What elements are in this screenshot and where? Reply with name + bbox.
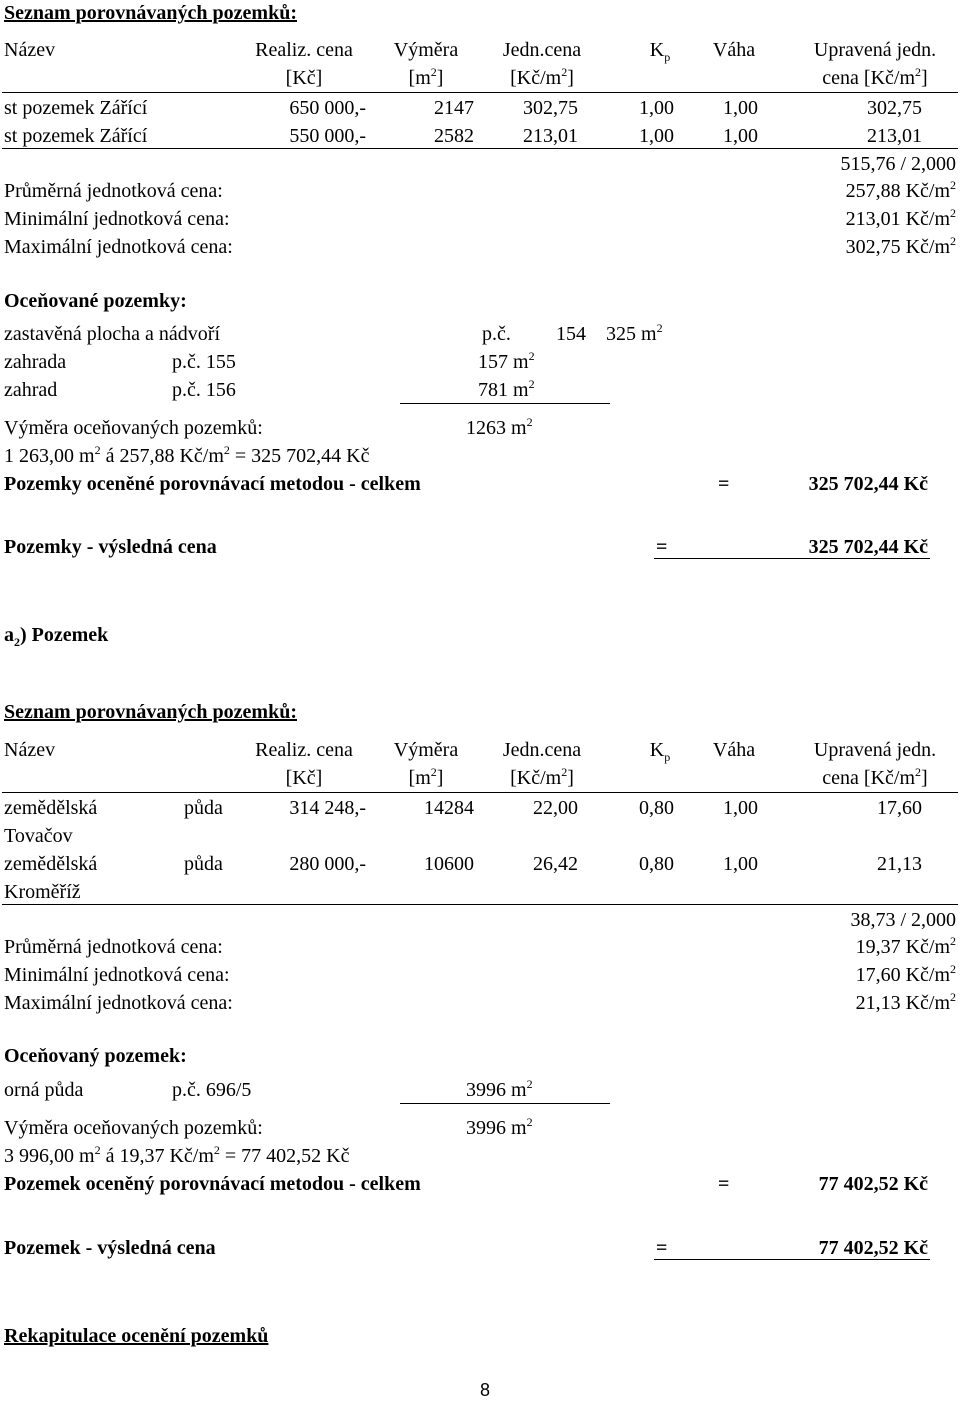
col-header-realiz: Realiz. cena	[255, 739, 353, 761]
col-header-upr: Upravená jedn.	[813, 39, 937, 61]
page-number: 8	[480, 1380, 491, 1400]
row-upr: 17,60	[877, 797, 922, 819]
col-header-upr-unit: cena $[Kč/m^2]$	[822, 65, 928, 89]
min-label: Minimální jednotková cena:	[4, 964, 230, 986]
row-realiz: 314 248,-	[289, 797, 366, 819]
col-header-vymera-unit: $[m^2]$	[408, 65, 444, 89]
row-nazev: st pozemek Zářící	[4, 97, 148, 119]
parcel-num: 154	[556, 323, 586, 345]
section-heading: Seznam porovnávaných pozemků:	[4, 701, 297, 723]
row-jedn: 302,75	[523, 97, 578, 119]
parcel-area: 157 $m^2$	[478, 349, 535, 373]
final-price-label: Pozemky - výsledná cena	[4, 536, 217, 558]
row-kp: 1,00	[639, 125, 674, 147]
col-header-vaha: Váha	[712, 739, 756, 761]
col-header-vymera: Výměra	[393, 39, 459, 61]
col-header-jedn-unit: $[Kč/m^2]$	[510, 765, 574, 789]
recap-heading: Rekapitulace ocenění pozemků	[4, 1325, 269, 1347]
valued-heading: Oceňovaný pozemek:	[4, 1045, 187, 1067]
row-kp: 0,80	[639, 797, 674, 819]
section-heading: Seznam porovnávaných pozemků:	[4, 2, 297, 24]
calculation: 3 996,00 $m^2$ á 19,37 $Kč/m^2 = 77$ 402,52 Kč	[4, 1143, 350, 1167]
sum-value: 38,73 / 2,000	[850, 909, 956, 931]
row-vaha: 1,00	[723, 797, 758, 819]
row-nazev: zemědělská	[4, 853, 98, 875]
row-jedn: 213,01	[523, 125, 578, 147]
subsection-title: $a_2$) Pozemek	[4, 624, 109, 649]
calculation: 1 263,00 $m^2$ á 257,88 $Kč/m^2 = 325$ 702,44 Kč	[4, 443, 370, 467]
col-header-jedn: Jedn.cena	[502, 39, 582, 61]
max-value: 21,13 $Kč/m^2$	[855, 990, 956, 1014]
total-area-value: 1263 $m^2$	[466, 415, 533, 439]
row-upr: 302,75	[867, 97, 922, 119]
col-header-realiz-unit: [Kč]	[285, 767, 323, 789]
equals-sign: =	[656, 1237, 668, 1259]
row-nazev: st pozemek Zářící	[4, 125, 148, 147]
col-header-jedn: Jedn.cena	[502, 739, 582, 761]
valued-total-label: Pozemek oceněný porovnávací metodou - celkem	[4, 1173, 421, 1195]
col-header-kp: $K_p$	[649, 39, 671, 64]
row-vymera: 2147	[434, 97, 474, 119]
table-rule	[2, 148, 958, 149]
row-nazev-b: půda	[184, 853, 223, 875]
header-rule	[2, 92, 958, 93]
equals-sign: =	[718, 473, 730, 495]
avg-label: Průměrná jednotková cena:	[4, 936, 223, 958]
final-price-value: 325 702,44 Kč	[808, 536, 928, 558]
row-vymera: 2582	[434, 125, 474, 147]
max-value: 302,75 $Kč/m^2$	[845, 234, 956, 258]
row-kp: 1,00	[639, 97, 674, 119]
equals-sign: =	[656, 536, 668, 558]
col-header-realiz: Realiz. cena	[255, 39, 353, 61]
sum-rule	[400, 403, 610, 404]
valued-heading: Oceňované pozemky:	[4, 290, 187, 312]
min-value: 213,01 $Kč/m^2$	[845, 206, 956, 230]
col-header-jedn-unit: $[Kč/m^2]$	[510, 65, 574, 89]
table-rule	[2, 904, 958, 905]
row-realiz: 650 000,-	[289, 97, 366, 119]
valued-total-value: 325 702,44 Kč	[808, 473, 928, 495]
min-value: 17,60 $Kč/m^2$	[855, 962, 956, 986]
col-header-upr: Upravená jedn.	[813, 739, 937, 761]
row-nazev-b: půda	[184, 797, 223, 819]
row-upr: 21,13	[877, 853, 922, 875]
row-nazev: zemědělská	[4, 797, 98, 819]
col-header-vymera: Výměra	[393, 739, 459, 761]
row-jedn: 22,00	[533, 797, 578, 819]
final-underline	[654, 1259, 930, 1260]
parcel-number: p.č. 155	[172, 351, 236, 373]
valued-total-value: 77 402,52 Kč	[818, 1173, 928, 1195]
col-header-nazev: Název	[4, 739, 56, 761]
sum-rule	[400, 1103, 610, 1104]
row-vymera: 10600	[424, 853, 474, 875]
parcel-area: 781 $m^2$	[478, 377, 535, 401]
parcel-number: p.č. 156	[172, 379, 236, 401]
parcel-number: p.č. 696/5	[172, 1079, 252, 1101]
total-area-value: 3996 $m^2$	[466, 1115, 533, 1139]
row-nazev-c: Tovačov	[4, 825, 73, 847]
header-rule	[2, 792, 958, 793]
col-header-realiz-unit: [Kč]	[285, 67, 323, 89]
parcel-area: 325 $m^2$	[606, 321, 663, 345]
row-realiz: 280 000,-	[289, 853, 366, 875]
row-vymera: 14284	[424, 797, 474, 819]
final-underline	[654, 558, 930, 559]
row-upr: 213,01	[867, 125, 922, 147]
avg-label: Průměrná jednotková cena:	[4, 180, 223, 202]
sum-value: 515,76 / 2,000	[840, 153, 956, 175]
parcel-name: zahrad	[4, 379, 58, 401]
valued-total-label: Pozemky oceněné porovnávací metodou - celkem	[4, 473, 421, 495]
col-header-kp: $K_p$	[649, 739, 671, 764]
col-header-upr-unit: cena $[Kč/m^2]$	[822, 765, 928, 789]
final-price-label: Pozemek - výsledná cena	[4, 1237, 216, 1259]
col-header-vaha: Váha	[712, 39, 756, 61]
col-header-nazev: Název	[4, 39, 56, 61]
col-header-vymera-unit: $[m^2]$	[408, 765, 444, 789]
equals-sign: =	[718, 1173, 730, 1195]
parcel-name: zastavěná plocha a nádvoří	[4, 323, 221, 345]
avg-value: 19,37 $Kč/m^2$	[855, 934, 956, 958]
row-vaha: 1,00	[723, 125, 758, 147]
max-label: Maximální jednotková cena:	[4, 236, 233, 258]
max-label: Maximální jednotková cena:	[4, 992, 233, 1014]
row-vaha: 1,00	[723, 97, 758, 119]
row-kp: 0,80	[639, 853, 674, 875]
total-area-label: Výměra oceňovaných pozemků:	[4, 1117, 263, 1139]
total-area-label: Výměra oceňovaných pozemků:	[4, 417, 263, 439]
row-vaha: 1,00	[723, 853, 758, 875]
avg-value: 257,88 $Kč/m^2$	[845, 178, 956, 202]
min-label: Minimální jednotková cena:	[4, 208, 230, 230]
row-realiz: 550 000,-	[289, 125, 366, 147]
parcel-name: zahrada	[4, 351, 67, 373]
final-price-value: 77 402,52 Kč	[818, 1237, 928, 1259]
row-nazev-c: Kroměříž	[4, 881, 81, 903]
parcel-area: 3996 $m^2$	[466, 1077, 533, 1101]
parcel-name: orná půda	[4, 1079, 84, 1101]
parcel-number: p.č.	[482, 323, 511, 345]
row-jedn: 26,42	[533, 853, 578, 875]
